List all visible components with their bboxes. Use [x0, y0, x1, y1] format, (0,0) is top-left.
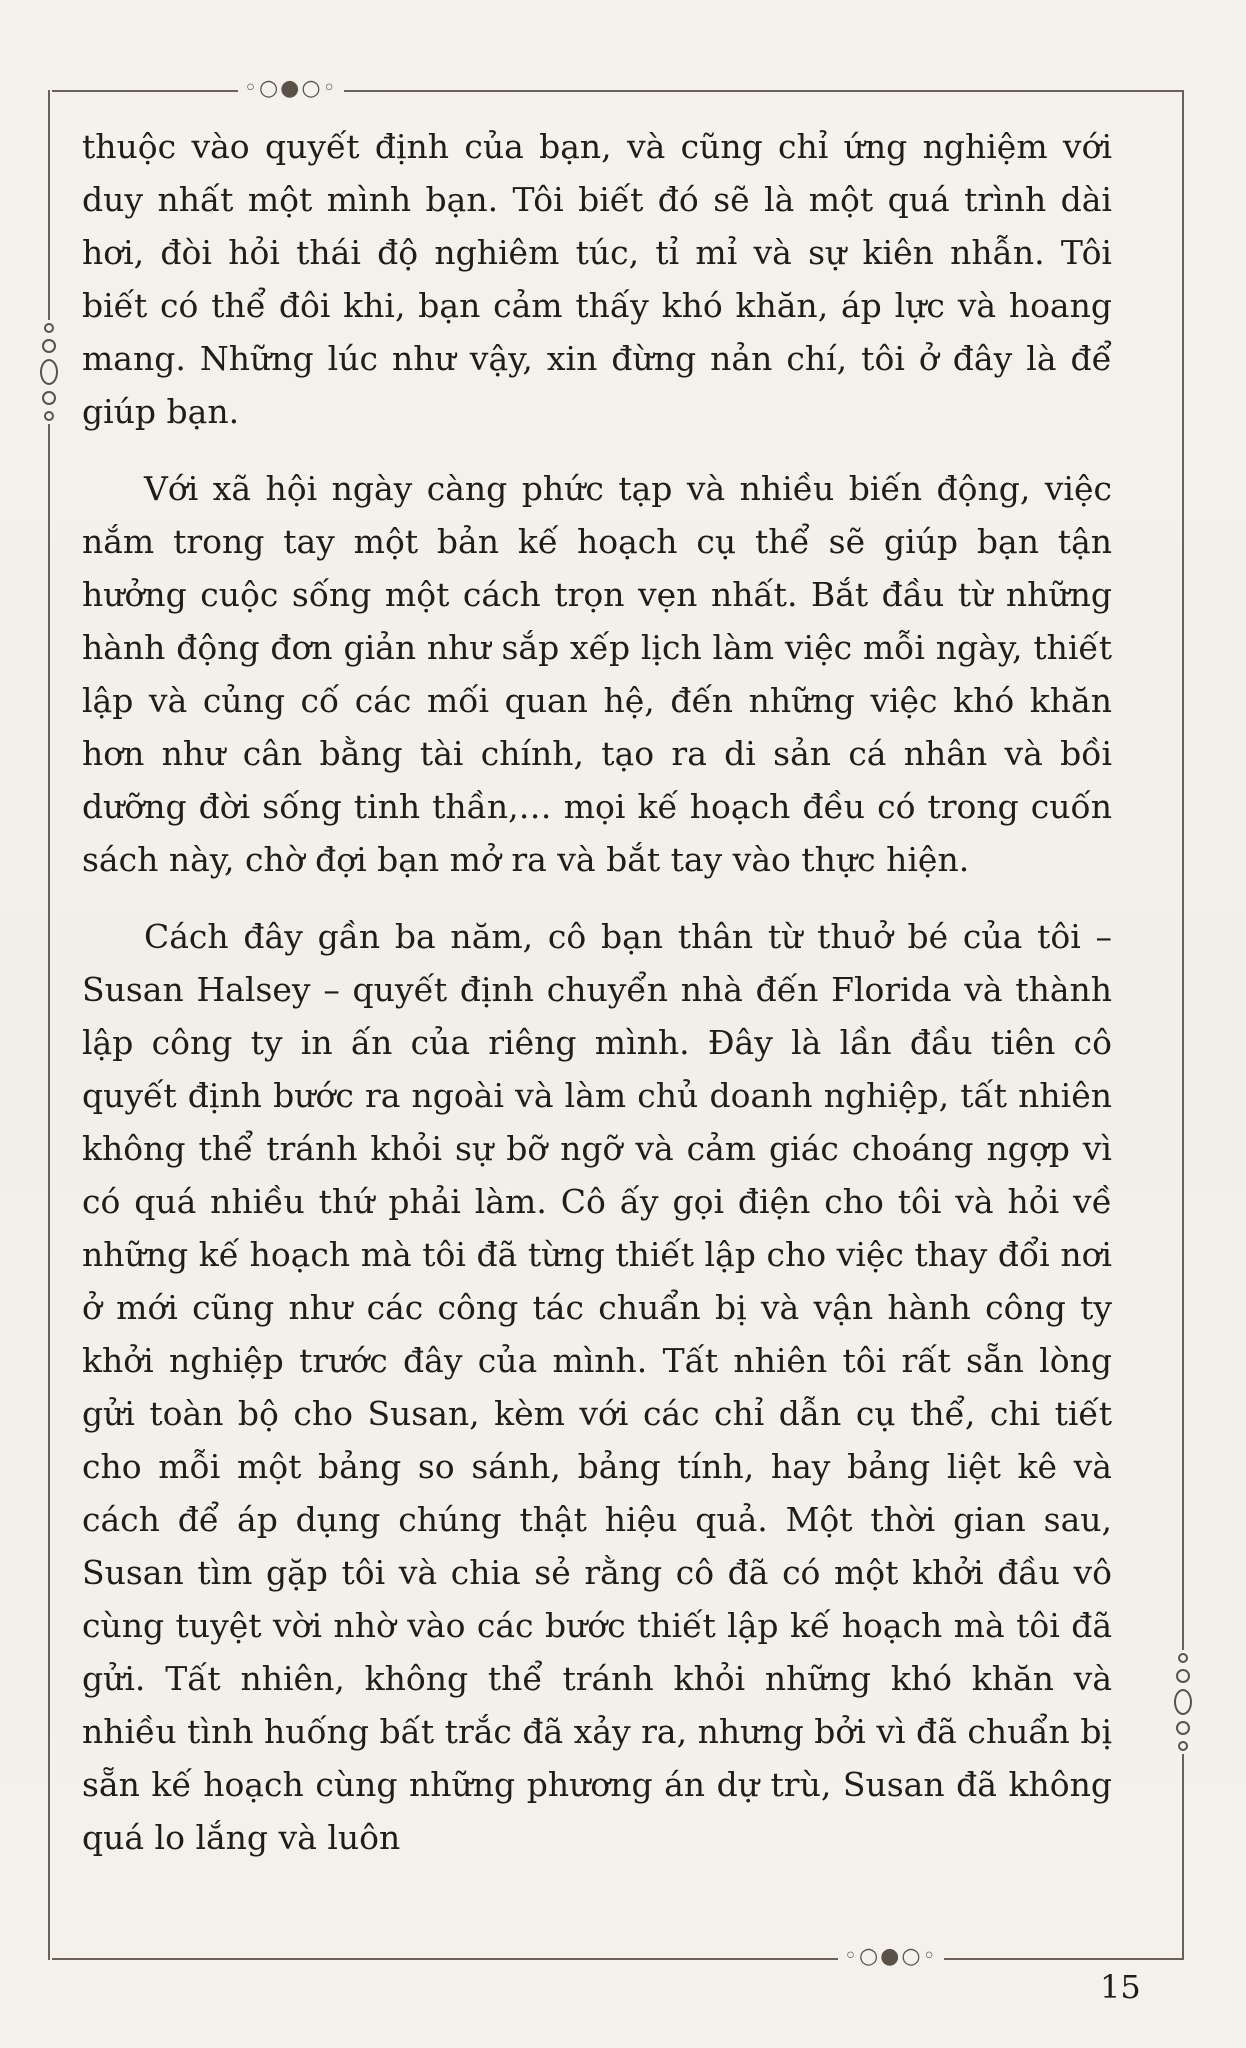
paragraph-susan-story: Cách đây gần ba năm, cô bạn thân từ thuở bé của tôi – Susan Halsey – quyết định chuyển nhà đến Florida và thành lập công ty in ấn của riêng mình. Đây là lần đầu tiên cô quyết định bước ra ngoài và làm chủ doanh nghiệp, tất nhiên không thể tránh khỏi sự bỡ ngỡ và cảm giác choáng ngợp vì có quá nhiều thứ phải làm. Cô ấy gọi điện cho tôi và hỏi về những kế hoạch mà tôi đã từng thiết lập cho việc thay đổi nơi ở mới cũng như các công tác chuẩn bị và vận hành công ty khởi nghiệp trước đây của mình. Tất nhiên tôi rất sẵn lòng gửi toàn bộ cho Susan, kèm với các chỉ dẫn cụ thể, chi tiết cho mỗi một bảng so sánh, bảng tính, hay bảng liệt kê và cách để áp dụng chúng thật hiệu quả. Một thời gian sau, Susan tìm gặp tôi và chia sẻ rằng cô đã có một khởi đầu vô cùng tuyệt vời nhờ vào các bước thiết lập kế hoạch mà tôi đã gửi. Tất nhiên, không thể tránh khỏi những khó khăn và nhiều tình huống bất trắc đã xảy ra, nhưng bởi vì đã chuẩn bị sẵn kế hoạch cùng những phương án dự trù, Susan đã không quá lo lắng và luôn: [82, 917, 1112, 1857]
page-number: 15: [1100, 1968, 1141, 2006]
right-side-ornament-icon: [1175, 1650, 1191, 1754]
paragraph-continuation: thuộc vào quyết định của bạn, và cũng chỉ ứng nghiệm với duy nhất một mình bạn. Tôi biết đó sẽ là một quá trình dài hơi, đòi hỏi thái độ nghiêm túc, tỉ mỉ và sự kiên nhẫn. Tôi biết có thể đôi khi, bạn cảm thấy khó khăn, áp lực và hoang mang. Những lúc như vậy, xin đừng nản chí, tôi ở đây là để giúp bạn.: [82, 127, 1112, 431]
paragraph-planning: Với xã hội ngày càng phức tạp và nhiều biến động, việc nắm trong tay một bản kế hoạch cụ thể sẽ giúp bạn tận hưởng cuộc sống một cách trọn vẹn nhất. Bắt đầu từ những hành động đơn giản như sắp xếp lịch làm việc mỗi ngày, thiết lập và củng cố các mối quan hệ, đến những việc khó khăn hơn như cân bằng tài chính, tạo ra di sản cá nhân và bồi dưỡng đời sống tinh thần,… mọi kế hoạch đều có trong cuốn sách này, chờ đợi bạn mở ra và bắt tay vào thực hiện.: [82, 469, 1112, 879]
bottom-ornament-icon: ◦○●○◦: [838, 1946, 944, 1968]
body-text: [82, 120, 1112, 1888]
left-side-ornament-icon: [41, 320, 57, 424]
frame-top-rule: [52, 90, 1182, 92]
top-ornament-icon: ◦○●○◦: [238, 78, 344, 100]
frame-bottom-rule: [52, 1958, 1182, 1960]
